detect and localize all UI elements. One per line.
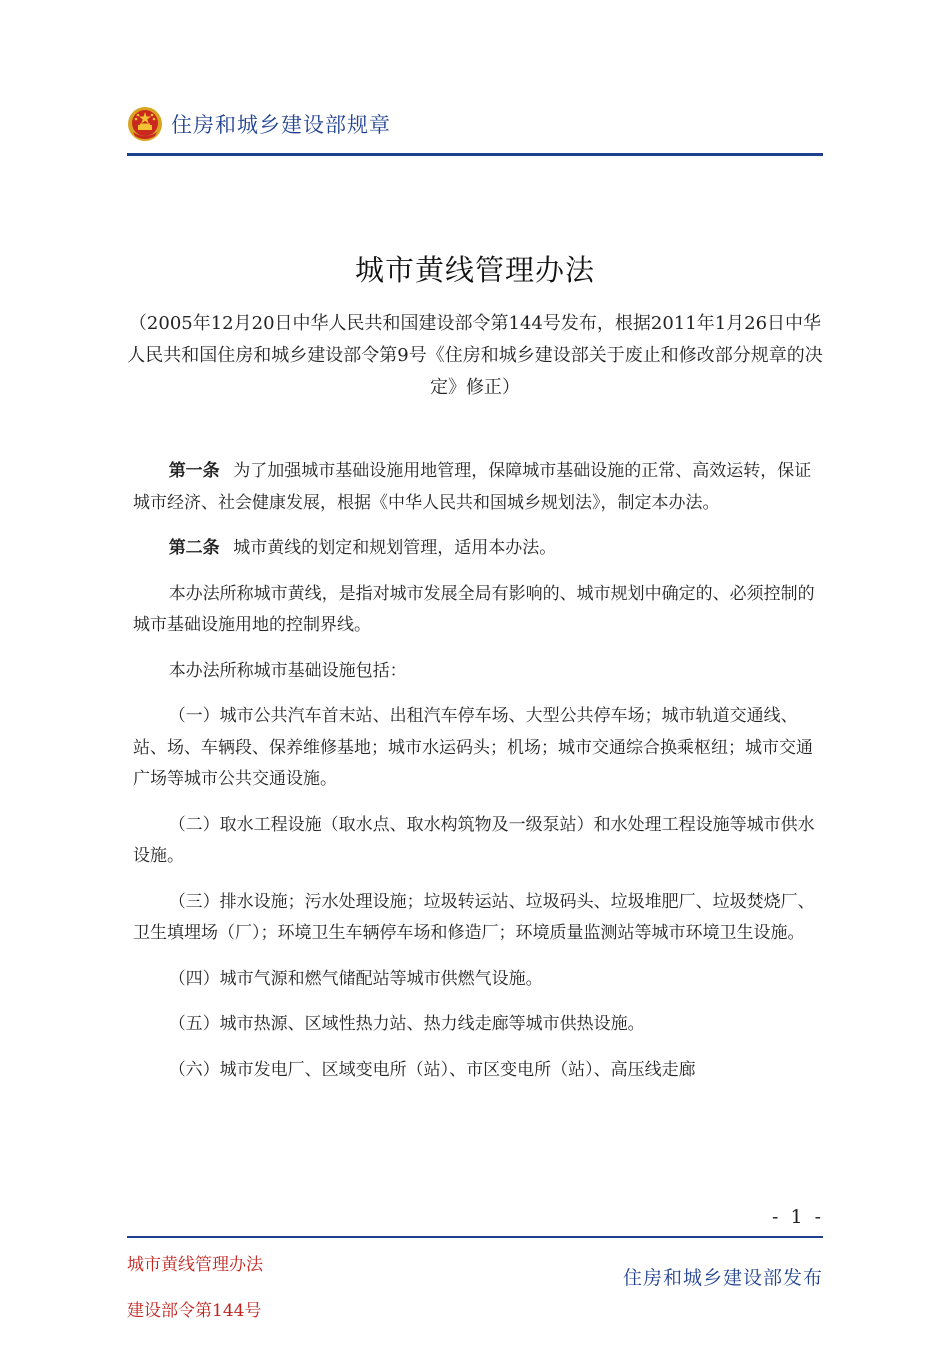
paragraph-text: 本办法所称城市基础设施包括： — [168, 660, 407, 681]
paragraph — [133, 887, 818, 950]
document-body — [133, 456, 818, 1100]
paragraph-text: 城市黄线的划定和规划管理，适用本办法。 — [233, 538, 557, 558]
header-divider — [127, 153, 823, 156]
paragraph-text: 为了加强城市基础设施用地管理，保障城市基础设施的正常、高效运转，保证城市经济、社会健康发展，根据《中华人民共和国城乡规划法》，制定本办法。 — [133, 461, 812, 513]
paragraph-text: （一）城市公共汽车首末站、出租汽车停车场、大型公共停车场；城市轨道交通线、站、场、车辆段、保养维修基地；城市水运码头；机场；城市交通综合换乘枢纽；城市交通广场等城市公共交通设施。 — [133, 706, 813, 789]
page-number: - 1 - — [771, 1206, 824, 1228]
article-label: 第一条 — [168, 461, 220, 481]
paragraph — [133, 964, 818, 996]
document-subtitle: （2005年12月20日中华人民共和国建设部令第144号发布，根据2011年1月26日中华人民共和国住房和城乡建设部令第9号《住房和城乡建设部关于废止和修改部分规章的决定》修正） — [127, 313, 823, 398]
paragraph — [133, 810, 818, 873]
paragraph-text: （六）城市发电厂、区域变电所（站）、市区变电所（站）、高压线走廊 — [168, 1059, 696, 1080]
footer-document-title: 城市黄线管理办法 — [127, 1255, 263, 1275]
national-emblem-icon — [127, 106, 163, 142]
header-title: 住房和城乡建设部规章 — [171, 113, 391, 137]
paragraph — [133, 1055, 818, 1087]
footer-divider — [127, 1236, 823, 1238]
footer-order-number: 建设部令第144号 — [127, 1301, 262, 1321]
document-title: 城市黄线管理办法 — [354, 253, 595, 287]
paragraph — [133, 701, 818, 796]
paragraph-text: （五）城市热源、区域性热力站、热力线走廊等城市供热设施。 — [168, 1014, 645, 1034]
paragraph-text: （二）取水工程设施（取水点、取水构筑物及一级泵站）和水处理工程设施等城市供水设施。 — [133, 814, 815, 866]
paragraph-text: （四）城市气源和燃气储配站等城市供燃气设施。 — [168, 968, 543, 989]
paragraph-article-2 — [133, 533, 818, 565]
paragraph — [133, 579, 818, 642]
article-label: 第二条 — [168, 538, 220, 558]
paragraph — [133, 1009, 818, 1041]
footer-publisher: 住房和城乡建设部发布 — [622, 1267, 823, 1289]
paragraph-text: 本办法所称城市黄线，是指对城市发展全局有影响的、城市规划中确定的、必须控制的城市基础设施用地的控制界线。 — [133, 583, 815, 635]
paragraph — [133, 656, 818, 688]
paragraph-article-1 — [133, 456, 818, 519]
page-header — [127, 104, 823, 144]
paragraph-text: （三）排水设施；污水处理设施；垃圾转运站、垃圾码头、垃圾堆肥厂、垃圾焚烧厂、卫生填埋场（厂）；环境卫生车辆停车场和修造厂；环境质量监测站等城市环境卫生设施。 — [133, 891, 815, 943]
